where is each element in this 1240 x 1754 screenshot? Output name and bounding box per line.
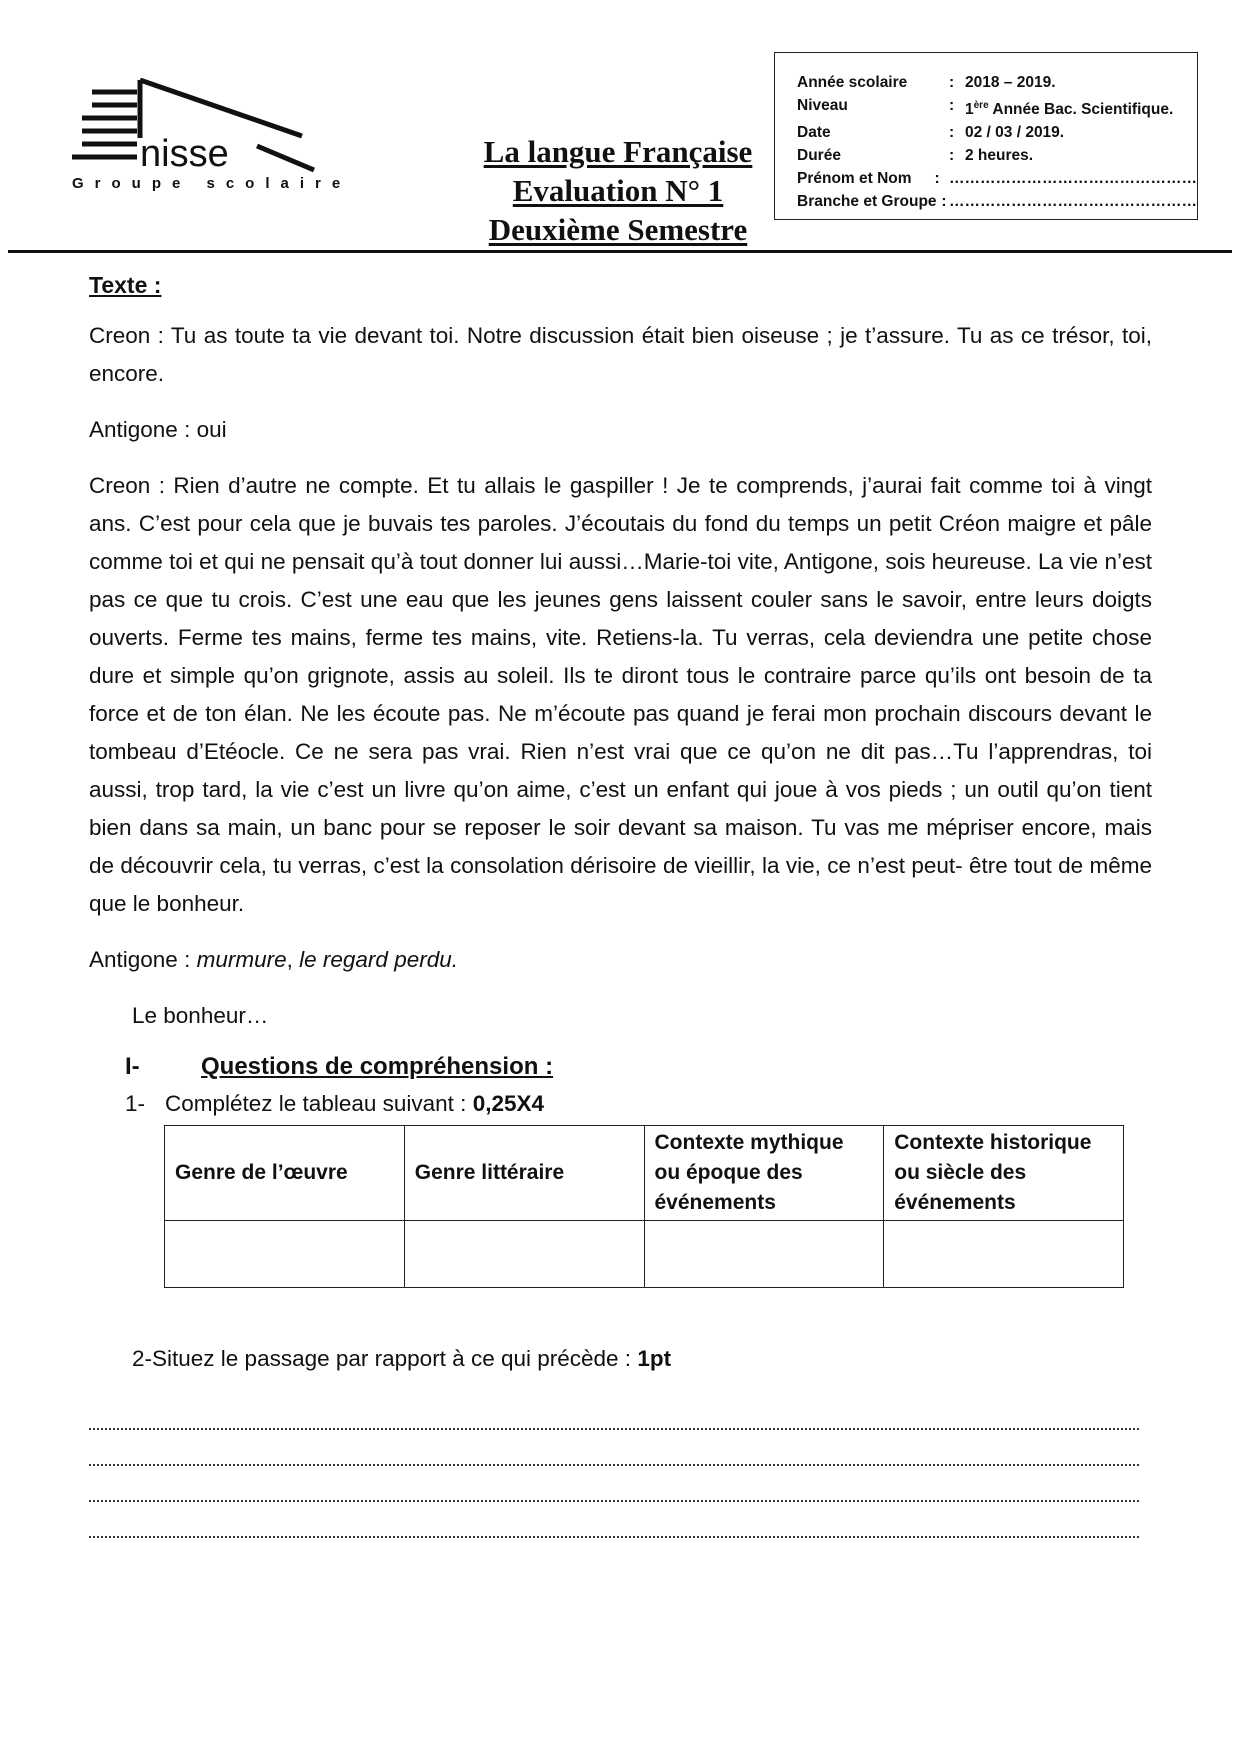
text-paragraph-5: Le bonheur… bbox=[132, 1003, 269, 1028]
info-row-name: Prénom et Nom : ………………………………………… bbox=[797, 167, 1197, 190]
table-header-row bbox=[165, 1126, 1124, 1221]
table-header: Contexte mythique ou époque des événements bbox=[644, 1126, 884, 1221]
text-heading: Texte : bbox=[89, 272, 162, 298]
question-2: 2-Situez le passage par rapport à ce qui précède : 1pt bbox=[132, 1346, 672, 1371]
info-row-duration: Durée : 2 heures. bbox=[797, 147, 1034, 165]
title-subject: La langue Française bbox=[483, 134, 753, 169]
info-row-date: Date : 02 / 03 / 2019. bbox=[797, 124, 1065, 142]
info-row-year: Année scolaire : 2018 – 2019. bbox=[797, 74, 1056, 91]
title-evaluation: Evaluation N° 1 bbox=[512, 173, 724, 208]
table-header: Genre littéraire bbox=[404, 1126, 644, 1221]
answer-line[interactable] bbox=[89, 1466, 1139, 1502]
questions-heading: I- Questions de compréhension : bbox=[125, 1053, 554, 1080]
text-paragraph-3: Creon : Rien d’autre ne compte. Et tu allais le gaspiller ! Je te comprends, j’aurai fait comme toi à vingt ans. C’est pour cela que je buvais tes paroles. J’écoutais du fond du temps un petit Créon maigre et pâle comme toi et qui ne pensait qu’à tout donner lui aussi…Marie-toi vite, Antigone, sois heureuse. La vie n’est pas ce que tu crois. C’est une eau que les jeunes gens laissent couler sans le savoir, entre leurs doigts ouverts. Ferme tes mains, ferme tes mains, vite. Retiens-la. Tu verras, cela deviendra une petite chose dure et simple qu’on grignote, assis au soleil. Ils te diront tous le contraire parce qu’ils ont besoin de ta force et de ton élan. Ne les écoute pas. Ne m’écoute pas quand je ferai mon prochain discours devant le tombeau d’Etéocle. Ce ne sera pas vrai. Rien n’est vrai que ce qu’on ne dit pas…Tu l’apprendras, toi aussi, trop tard, la vie c’est un livre qu’on aime, c’est un enfant qui joue à vos pieds ; un outil qu’on tient bien dans sa main, un banc pour se reposer le soir devant sa maison. Tu vas me mépriser encore, mais de découvrir cela, tu verras, c’est la consolation dérisoire de vieillir, la vie, ce n’est peut- être tout de même que le bonheur. bbox=[89, 473, 1152, 916]
header-divider bbox=[8, 250, 1232, 253]
exam-content bbox=[89, 272, 1152, 1538]
school-logo bbox=[72, 78, 362, 193]
info-row-level: Niveau : 1ère Année Bac. Scientifique. bbox=[797, 97, 1174, 119]
title-semester: Deuxième Semestre bbox=[488, 212, 748, 247]
answer-table bbox=[164, 1125, 1124, 1288]
info-row-branch: Branche et Groupe : ………………………………………… bbox=[797, 190, 1197, 213]
text-paragraph-2: Antigone : oui bbox=[89, 417, 227, 442]
answer-cell[interactable] bbox=[644, 1221, 884, 1288]
question-1: 1- Complétez le tableau suivant : 0,25X4 bbox=[125, 1091, 544, 1116]
table-answer-row bbox=[165, 1221, 1124, 1288]
logo-subtitle: Groupe scolaire bbox=[72, 175, 352, 192]
answer-lines bbox=[89, 1394, 1152, 1538]
table-header: Contexte historique ou siècle des événements bbox=[884, 1126, 1124, 1221]
text-paragraph-4: Antigone : murmure, le regard perdu. bbox=[89, 947, 458, 972]
answer-line[interactable] bbox=[89, 1502, 1139, 1538]
answer-cell[interactable] bbox=[165, 1221, 405, 1288]
logo-name: nisse bbox=[140, 133, 229, 175]
answer-line[interactable] bbox=[89, 1430, 1139, 1466]
name-field[interactable]: ………………………………………… bbox=[949, 170, 1197, 188]
document-title bbox=[468, 132, 768, 249]
answer-cell[interactable] bbox=[404, 1221, 644, 1288]
answer-line[interactable] bbox=[89, 1394, 1139, 1430]
table-header: Genre de l’œuvre bbox=[165, 1126, 405, 1221]
text-paragraph-1: Creon : Tu as toute ta vie devant toi. Notre discussion était bien oiseuse ; je t’assure. Tu as ce trésor, toi, encore. bbox=[89, 323, 1152, 386]
student-info-box bbox=[774, 52, 1198, 220]
answer-cell[interactable] bbox=[884, 1221, 1124, 1288]
branch-field[interactable]: ………………………………………… bbox=[949, 193, 1197, 211]
